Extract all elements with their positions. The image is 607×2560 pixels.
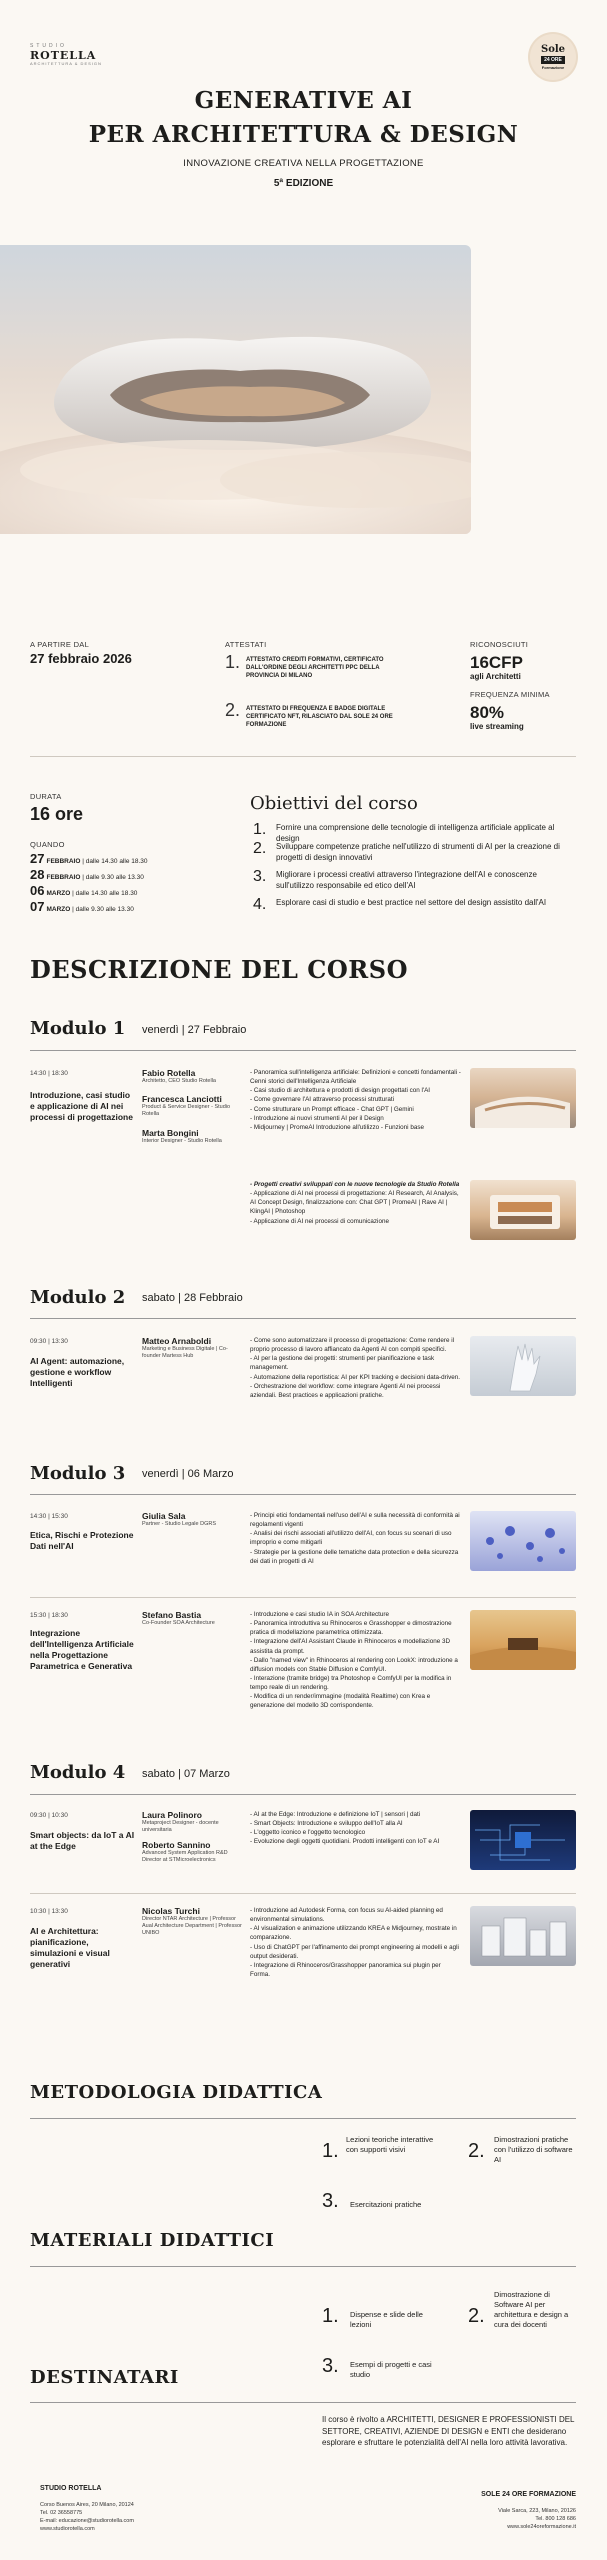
divider <box>30 1050 576 1051</box>
module-1-date: venerdì | 27 Febbraio <box>142 1024 247 1036</box>
footer-left-title: STUDIO ROTELLA <box>40 2485 102 2492</box>
speaker-role: Advanced System Application R&D Director at STMicroelectronics <box>142 1850 228 1864</box>
speaker-name: Stefano Bastia <box>142 1610 202 1620</box>
session-description <box>250 1068 462 1132</box>
date-month: FEBBRAIO <box>46 874 81 881</box>
page-title <box>0 84 607 152</box>
footer-left <box>40 2484 134 2534</box>
objective-number: 3. <box>253 868 267 885</box>
session-description <box>250 1906 462 1979</box>
objective-text: Fornire una comprensione delle tecnologie di intelligenza artificiale applicate al design <box>276 823 555 843</box>
module-3-image-2 <box>470 1610 576 1670</box>
speaker-name: Marta Bongini <box>142 1128 199 1138</box>
desc-line: - Panoramica introduttiva su Rhinoceros e Grasshopper e dimostrazione pratica di modellazione parametrica ottimizzata. <box>250 1620 452 1637</box>
desc-line: - Come strutturare un Prompt efficace - Chat GPT | Gemini <box>250 1105 414 1113</box>
footer-line: Corso Buenos Aires, 20 Milano, 20124 <box>40 2501 134 2508</box>
speaker <box>142 1094 242 1118</box>
speaker <box>142 1906 242 1937</box>
date-hours: | dalle 9.30 alle 13.30 <box>72 906 134 913</box>
session-description <box>250 1610 462 1710</box>
desc-line: - Applicazione di AI nei processi di progettazione: AI Research, AI Analysis, AI Concept Design, finalizzazione con: Chat GPT | PromeAI | Rave AI | KlingAI | Photoshop <box>250 1190 459 1216</box>
speaker-name: Laura Polinoro <box>142 1810 202 1820</box>
speaker-role: Marketing e Business Digitale | Co-founder Martess Hub <box>142 1346 228 1360</box>
speaker <box>142 1336 242 1360</box>
divider <box>30 2402 576 2403</box>
desc-line: - Progetti creativi sviluppati con le nuove tecnologie da Studio Rotella <box>250 1181 460 1188</box>
footer-line: Viale Sarca, 223, Milano, 20126 <box>498 2507 576 2514</box>
desc-line: - Introduzione e casi studio IA in SOA Architecture <box>250 1611 389 1618</box>
date-day: 06 <box>30 883 45 898</box>
module-1-image-1 <box>470 1068 576 1128</box>
materials-number: 1. <box>322 2305 339 2327</box>
desc-line: - Principi etici fondamentali nell'uso dell'AI e sulla necessità di conformità ai regolamenti vigenti <box>250 1512 460 1529</box>
module-2-image <box>470 1336 576 1396</box>
speaker <box>142 1810 242 1834</box>
speaker-role: Partner - Studio Legale DGRS <box>142 1521 216 1528</box>
speaker-role: Architetto, CEO Studio Rotella <box>142 1078 216 1085</box>
materials-title: MATERIALI DIDATTICI <box>30 2230 275 2251</box>
methodology-title: METODOLOGIA DIDATTICA <box>30 2082 323 2103</box>
divider <box>30 1597 576 1598</box>
session-title: AI e Architettura: pianificazione, simulazioni e visual generativi <box>30 1926 110 1970</box>
logo-line2: ROTELLA <box>30 48 97 62</box>
objective-text: Esplorare casi di studio e best practice nel settore del design assistito dall'AI <box>276 898 547 907</box>
speaker <box>142 1128 242 1145</box>
speaker-role: Product & Service Designer - Studio Rotella <box>142 1104 231 1118</box>
desc-line: - Strategie per la gestione delle tematiche data protection e della sicurezza dei dati in progetti di AI <box>250 1548 459 1565</box>
speaker-name: Roberto Sannino <box>142 1840 211 1850</box>
freq-value: 80% <box>470 703 505 722</box>
speaker-name: Nicolas Turchi <box>142 1906 200 1916</box>
start-label: A PARTIRE DAL <box>30 640 90 649</box>
session-description-2 <box>250 1180 462 1226</box>
materials-text: Dispense e slide delle lezioni <box>350 2310 423 2330</box>
objective-text: Sviluppare competenze pratiche nell'utilizzo di strumenti di AI per la creazione di progetti di design innovativi <box>276 842 560 862</box>
speaker-role: Metaproject Designer - docente universitaria <box>142 1820 219 1834</box>
audience-text: Il corso è rivolto a ARCHITETTI, DESIGNER E PROFESSIONISTI DEL SETTORE, CREATIVI, AZIENDE DI DESIGN e ENTI che desiderano esplorare e sfruttare le potenzialità dell'AI nella loro attività lavorativa. <box>322 2415 575 2448</box>
divider <box>30 2118 576 2119</box>
footer-right <box>420 2490 576 2531</box>
desc-line: - Modifica di un render/immagine (modalità Realtime) con Krea e generazione del modello 3D corrispondente. <box>250 1693 431 1710</box>
title-line2: PER ARCHITETTURA & DESIGN <box>88 121 519 148</box>
materials-number: 2. <box>468 2305 485 2327</box>
desc-line: - Introduzione ai nuovi strumenti AI per il Design <box>250 1114 384 1122</box>
desc-line: - Dallo "named view" in Rhinoceros al rendering con LookX: introduzione a diffusion models con Stable Diffusion e ComfyUI. <box>250 1656 458 1673</box>
session-description <box>250 1810 462 1847</box>
desc-line: - Automazione della reportistica: AI per KPI tracking e decisioni data-driven. <box>250 1373 461 1381</box>
duration-label: DURATA <box>30 792 62 801</box>
desc-line: - Introduzione ad Autodesk Forma, con focus su AI-aided planning ed environmental simulations. <box>250 1907 443 1924</box>
divider <box>30 1893 576 1894</box>
session-time: 09:30 | 13:30 <box>30 1338 68 1345</box>
objective-number: 2. <box>253 840 267 857</box>
date-hours: | dalle 14.30 alle 18.30 <box>72 890 138 897</box>
sole-logo-line1: Sole <box>540 43 566 55</box>
edition: 5ª EDIZIONE <box>273 178 334 189</box>
start-date: 27 febbraio 2026 <box>30 651 132 666</box>
methodology-number: 2. <box>468 2140 485 2162</box>
desc-line: - Interazione (tramite bridge) tra Photoshop e ComfyUI per la modifica in tempo reale di un rendering. <box>250 1674 452 1691</box>
desc-line: - Integrazione di Rhinoceros/Grasshopper panoramica sui plugin per Forma. <box>250 1961 441 1978</box>
desc-line: - Midjourney | PromeAI Introduzione all'utilizzo - Funzioni base <box>250 1123 424 1131</box>
date-hours: | dalle 14.30 alle 18.30 <box>82 858 148 865</box>
date-hours: | dalle 9.30 alle 13.30 <box>82 874 144 881</box>
session-title: Introduzione, casi studio e applicazione di AI nei processi di progettazione <box>30 1090 133 1123</box>
date-day: 07 <box>30 899 45 914</box>
speaker <box>142 1610 242 1627</box>
session-title: AI Agent: automazione, gestione e workflow Intelligenti <box>30 1356 125 1389</box>
attest-num-1: 1. <box>225 652 241 672</box>
speaker-role: Interior Designer - Studio Rotella <box>142 1138 222 1145</box>
date-row <box>30 899 134 914</box>
desc-line: - Applicazione di AI nei processi di comunicazione <box>250 1217 389 1225</box>
module-4-date: sabato | 07 Marzo <box>142 1768 230 1780</box>
freq-sub: live streaming <box>470 722 524 731</box>
module-2-date: sabato | 28 Febbraio <box>142 1292 243 1304</box>
session-time: 14:30 | 15:30 <box>30 1513 68 1520</box>
desc-line: - Analisi dei rischi associati all'utilizzo dell'AI, con focus su scenari di uso improprio e come mitigarli <box>250 1530 452 1547</box>
materials-text: Esempi di progetti e casi studio <box>350 2360 432 2380</box>
date-row <box>30 867 144 882</box>
speaker-role: Director NTAR Architecture | Professor Aual Architecture Department | Professor UNIBO <box>142 1916 242 1936</box>
objective-number: 4. <box>253 896 267 913</box>
divider <box>30 1794 576 1795</box>
date-row <box>30 883 137 898</box>
speaker <box>142 1840 242 1864</box>
speaker-name: Francesca Lanciotti <box>142 1094 222 1104</box>
materials-number: 3. <box>322 2355 339 2377</box>
module-4-title: Modulo 4 <box>30 1762 126 1783</box>
session-time: 15:30 | 18:30 <box>30 1612 68 1619</box>
sole-logo-line2: 24 ORE <box>541 56 565 64</box>
date-row <box>30 851 148 866</box>
footer-line: www.sole24oreformazione.it <box>507 2524 576 2530</box>
desc-line: - Uso di ChatGPT per l'affinamento dei prompt engineering ai modelli e agli output desiderati. <box>250 1943 459 1960</box>
session-description <box>250 1511 462 1566</box>
methodology-text: Dimostrazioni pratiche con l'utilizzo di software AI <box>494 2135 573 2165</box>
session-title: Smart objects: da IoT a AI at the Edge <box>30 1830 135 1852</box>
footer-line: Tel. 02 36558775 <box>40 2509 83 2516</box>
freq-label: FREQUENZA MINIMA <box>470 690 550 699</box>
cfp-value: 16CFP <box>470 653 523 672</box>
session-title: Integrazione dell'Intelligenza Artificiale nella Progettazione Parametrica e Generativa <box>30 1628 134 1672</box>
desc-line: - AI at the Edge: Introduzione e definizione IoT | sensori | dati <box>250 1811 421 1818</box>
speaker <box>142 1068 242 1085</box>
speaker-name: Fabio Rotella <box>142 1068 196 1078</box>
attest-label: ATTESTATI <box>225 640 267 649</box>
sole-logo-line3: Formazione <box>541 64 565 70</box>
session-time: 09:30 | 10:30 <box>30 1812 68 1819</box>
desc-line: - Orchestrazione del workflow: come integrare Agenti AI nei processi aziendali. Best practices e applicazioni pratiche. <box>250 1382 441 1399</box>
module-4-image-2 <box>470 1906 576 1966</box>
recog-label: RICONOSCIUTI <box>470 640 529 649</box>
divider <box>30 756 576 757</box>
module-3-title: Modulo 3 <box>30 1463 126 1484</box>
date-day: 27 <box>30 851 45 866</box>
objective-number: 1. <box>253 821 267 838</box>
session-time: 14:30 | 18:30 <box>30 1070 68 1077</box>
desc-line: - Come sono automatizzare il processo di progettazione: Come rendere il proprio processo di lavoro affiancato da Agenti AI con compiti specifici. <box>250 1337 455 1354</box>
module-4-image-1 <box>470 1810 576 1870</box>
sole24ore-logo <box>530 34 576 80</box>
speaker <box>142 1511 242 1528</box>
subtitle: INNOVAZIONE CREATIVA NELLA PROGETTAZIONE <box>183 158 424 169</box>
speaker-role: Co-Founder SOA Architecture <box>142 1620 215 1627</box>
desc-line: - Smart Objects: Introduzione e sviluppo dell'IoT alla AI <box>250 1820 403 1828</box>
materials-text: Dimostrazione di Software AI per architettura e design a cura dei docenti <box>494 2290 569 2330</box>
objectives-title: Obiettivi del corso <box>250 793 418 814</box>
hero-image <box>0 245 471 534</box>
module-2-title: Modulo 2 <box>30 1287 126 1308</box>
footer-line: www.studiorotella.com <box>40 2526 95 2533</box>
when-label: QUANDO <box>30 840 65 849</box>
desc-line: - Casi studio di architettura e prodotti di design progettati con l'AI <box>250 1087 431 1095</box>
logo-line3: ARCHITETTURA & DESIGN <box>30 60 102 66</box>
desc-line: - AI per la gestione dei progetti: strumenti per pianificazione e task management. <box>250 1355 435 1372</box>
attest-2: ATTESTATO DI FREQUENZA E BADGE DIGITALE CERTIFICATO NFT, RILASCIATO DAL SOLE 24 ORE FORMAZIONE <box>246 706 393 729</box>
studio-rotella-logo <box>30 44 102 66</box>
desc-line: - Panoramica sull'intelligenza artificiale: Definizioni e concetti fondamentali - Cenni storici dell'Intelligenza Artificiale <box>250 1069 461 1086</box>
divider <box>30 1318 576 1319</box>
desc-line: - Evoluzione degli oggetti quotidiani. Prodotti intelligenti con IoT e AI <box>250 1838 440 1846</box>
footer-right-title: SOLE 24 ORE FORMAZIONE <box>481 2491 576 2498</box>
divider <box>30 2266 576 2267</box>
attest-1: ATTESTATO CREDITI FORMATIVI, CERTIFICATO DALL'ORDINE DEGLI ARCHITETTI PPC DELLA PROVINCIA DI MILANO <box>246 657 384 680</box>
footer-line: Tel. 800 128 686 <box>535 2515 576 2522</box>
speaker-name: Giulia Sala <box>142 1511 186 1521</box>
audience-title: DESTINATARI <box>30 2367 179 2388</box>
module-1-image-2 <box>470 1180 576 1240</box>
footer-line: E-mail: educazione@studiorotella.com <box>40 2518 134 2524</box>
desc-line: - Come governare l'AI attraverso processi strutturati <box>250 1096 394 1104</box>
logo-line1: STUDIO <box>30 43 67 49</box>
session-title: Etica, Rischi e Protezione Dati nell'AI <box>30 1530 134 1552</box>
cfp-sub: agli Architetti <box>470 672 521 681</box>
divider <box>30 1494 576 1495</box>
module-1-title: Modulo 1 <box>30 1018 126 1039</box>
desc-line: - L'oggetto iconico e l'oggetto tecnologico <box>250 1829 366 1837</box>
date-month: MARZO <box>46 890 71 897</box>
desc-line: - AI visualization e animazione utilizzando KREA e Midjourney, mostrate in comparazione. <box>250 1925 457 1942</box>
date-month: MARZO <box>46 906 71 913</box>
course-title: DESCRIZIONE DEL CORSO <box>30 955 408 984</box>
date-month: FEBBRAIO <box>46 858 81 865</box>
session-time: 10:30 | 13:30 <box>30 1908 68 1915</box>
module-3-date: venerdì | 06 Marzo <box>142 1468 234 1480</box>
methodology-number: 3. <box>322 2190 339 2212</box>
methodology-number: 1. <box>322 2140 339 2162</box>
session-description <box>250 1336 462 1400</box>
desc-line: - Integrazione dell'AI Assistant Claude in Rhinoceros e modellazione 3D assistita da prompt. <box>250 1638 451 1655</box>
duration-value: 16 ore <box>30 804 84 824</box>
attest-num-2: 2. <box>225 700 241 720</box>
module-3-image-1 <box>470 1511 576 1571</box>
title-line1: GENERATIVE AI <box>194 87 413 114</box>
methodology-text: Esercitazioni pratiche <box>350 2200 422 2209</box>
speaker-name: Matteo Arnaboldi <box>142 1336 212 1346</box>
methodology-text: Lezioni teoriche interattive con supporti visivi <box>346 2135 434 2155</box>
objective-text: Migliorare i processi creativi attraverso l'integrazione dell'AI e conoscenze sull'utilizzo responsabile ed etico dell'AI <box>276 870 537 890</box>
date-day: 28 <box>30 867 45 882</box>
